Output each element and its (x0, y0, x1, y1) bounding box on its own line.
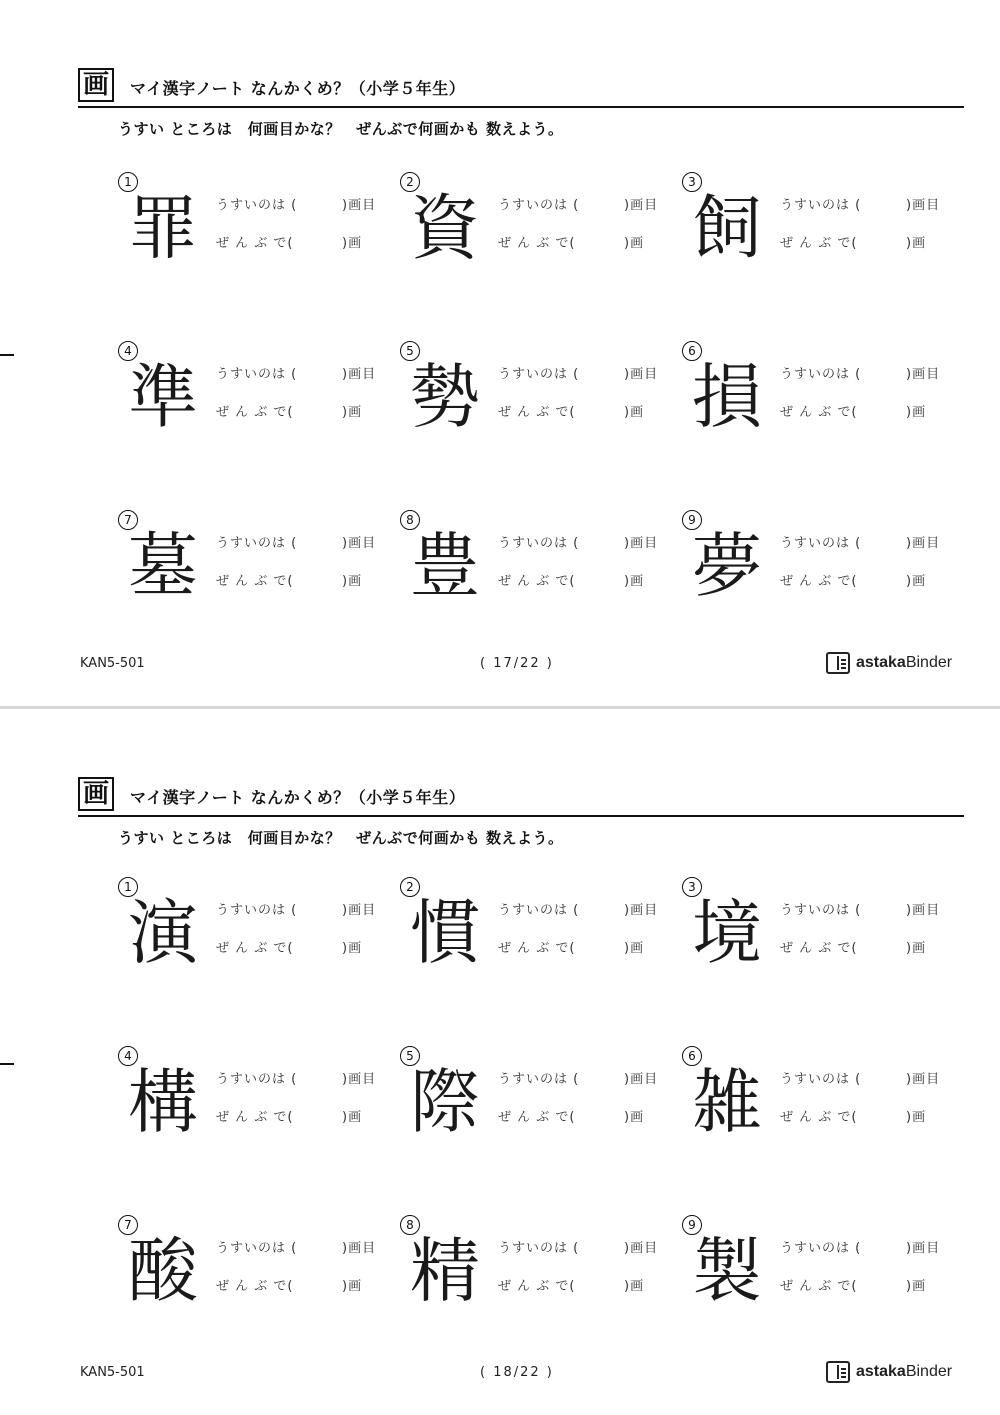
kanji-item (118, 172, 398, 292)
kanji-item (118, 1046, 398, 1166)
brand-name (856, 1363, 952, 1381)
answer-blank[interactable]: )画 (906, 405, 927, 420)
question-label: ぜ ん ぶ で( (216, 1279, 294, 1294)
kanji-character: 罪 (128, 187, 198, 269)
kanji-item (400, 1046, 680, 1166)
question-label: うすいのは ( (216, 1241, 298, 1256)
answer-blank[interactable]: )画目 (906, 903, 941, 918)
question-label: うすいのは ( (780, 1241, 862, 1256)
question-label: ぜ ん ぶ で( (216, 941, 294, 956)
question-label: うすいのは ( (498, 367, 580, 382)
stroke-count-question (780, 1106, 926, 1125)
kanji-item (682, 1046, 962, 1166)
kanji-item (118, 341, 398, 461)
brand-logo (826, 652, 952, 674)
item-number: 7 (118, 510, 138, 530)
item-number: 1 (118, 172, 138, 192)
kanji-character: 勢 (410, 356, 480, 438)
question-label: うすいのは ( (780, 367, 862, 382)
stroke-count-question (498, 1275, 644, 1294)
question-label: ぜ ん ぶ で( (216, 1110, 294, 1125)
item-number: 3 (682, 172, 702, 192)
stroke-order-question (216, 1237, 376, 1256)
answer-blank[interactable]: )画 (906, 1279, 927, 1294)
answer-blank[interactable]: )画 (906, 1110, 927, 1125)
answer-blank[interactable]: )画目 (342, 198, 377, 213)
answer-blank[interactable]: )画目 (624, 1072, 659, 1087)
item-number: 3 (682, 877, 702, 897)
kanji-character: 演 (128, 892, 198, 974)
question-label: うすいのは ( (498, 536, 580, 551)
kanji-character: 資 (410, 187, 480, 269)
kanji-item (682, 510, 962, 630)
instruction-text: うすい ところは 何画目かな？ ぜんぶで何画かも 数えよう。 (118, 829, 564, 847)
item-number: 1 (118, 877, 138, 897)
stroke-order-question (780, 1237, 940, 1256)
stroke-count-question (498, 1106, 644, 1125)
binding-mark (0, 1063, 14, 1065)
kanji-item (118, 1215, 398, 1335)
question-label: ぜ ん ぶ で( (498, 1279, 576, 1294)
answer-blank[interactable]: )画 (342, 236, 363, 251)
answer-blank[interactable]: )画 (906, 941, 927, 956)
answer-blank[interactable]: )画 (624, 1110, 645, 1125)
kanji-item (682, 877, 962, 997)
question-label: うすいのは ( (216, 903, 298, 918)
page-number: ( 18/22 ) (480, 1365, 554, 1380)
kanji-character: 製 (692, 1230, 762, 1312)
answer-blank[interactable]: )画目 (342, 367, 377, 382)
question-label: うすいのは ( (780, 903, 862, 918)
stroke-order-question (780, 899, 940, 918)
item-number: 7 (118, 1215, 138, 1235)
title-icon: 画 (78, 68, 114, 102)
answer-blank[interactable]: )画 (624, 405, 645, 420)
question-label: うすいのは ( (780, 1072, 862, 1087)
worksheet-code: KAN5-501 (80, 656, 145, 671)
stroke-count-question (216, 1275, 362, 1294)
question-label: ぜ ん ぶ で( (780, 1279, 858, 1294)
answer-blank[interactable]: )画目 (342, 536, 377, 551)
brand-name-bold: astaka (856, 654, 906, 671)
worksheet-page-1 (0, 0, 1000, 706)
stroke-count-question (780, 937, 926, 956)
kanji-item (682, 172, 962, 292)
stroke-order-question (498, 532, 658, 551)
item-number: 5 (400, 1046, 420, 1066)
stroke-order-question (498, 194, 658, 213)
stroke-count-question (498, 937, 644, 956)
answer-blank[interactable]: )画 (624, 941, 645, 956)
question-label: ぜ ん ぶ で( (216, 405, 294, 420)
question-label: うすいのは ( (498, 1241, 580, 1256)
item-number: 4 (118, 341, 138, 361)
answer-blank[interactable]: )画 (342, 1279, 363, 1294)
worksheet-title: マイ漢字ノート なんかくめ？（小学５年生） (130, 788, 466, 807)
stroke-order-question (216, 1068, 376, 1087)
instruction-text: うすい ところは 何画目かな？ ぜんぶで何画かも 数えよう。 (118, 120, 564, 138)
question-label: ぜ ん ぶ で( (780, 1110, 858, 1125)
stroke-count-question (780, 401, 926, 420)
answer-blank[interactable]: )画目 (906, 198, 941, 213)
stroke-order-question (780, 1068, 940, 1087)
question-label: ぜ ん ぶ で( (498, 236, 576, 251)
answer-blank[interactable]: )画 (342, 405, 363, 420)
answer-blank[interactable]: )画 (342, 1110, 363, 1125)
answer-blank[interactable]: )画目 (624, 1241, 659, 1256)
question-label: ぜ ん ぶ で( (498, 405, 576, 420)
stroke-order-question (216, 899, 376, 918)
worksheet-title: マイ漢字ノート なんかくめ？（小学５年生） (130, 79, 466, 98)
question-label: うすいのは ( (780, 536, 862, 551)
stroke-order-question (498, 1237, 658, 1256)
worksheet-header (78, 68, 964, 108)
item-number: 5 (400, 341, 420, 361)
answer-blank[interactable]: )画 (624, 574, 645, 589)
kanji-item (400, 172, 680, 292)
worksheet-header (78, 777, 964, 817)
stroke-order-question (498, 899, 658, 918)
question-label: うすいのは ( (498, 1072, 580, 1087)
answer-blank[interactable]: )画 (624, 1279, 645, 1294)
kanji-character: 精 (410, 1230, 480, 1312)
kanji-item (682, 1215, 962, 1335)
question-label: ぜ ん ぶ で( (780, 574, 858, 589)
kanji-character: 豊 (410, 525, 480, 607)
item-number: 9 (682, 510, 702, 530)
kanji-character: 飼 (692, 187, 762, 269)
item-number: 2 (400, 877, 420, 897)
stroke-count-question (216, 401, 362, 420)
title-icon: 画 (78, 777, 114, 811)
stroke-count-question (780, 232, 926, 251)
item-number: 6 (682, 341, 702, 361)
stroke-count-question (498, 570, 644, 589)
kanji-item (118, 877, 398, 997)
stroke-order-question (498, 363, 658, 382)
answer-blank[interactable]: )画目 (624, 198, 659, 213)
stroke-order-question (216, 194, 376, 213)
kanji-character: 構 (128, 1061, 198, 1143)
kanji-character: 雑 (692, 1061, 762, 1143)
stroke-count-question (216, 232, 362, 251)
question-label: うすいのは ( (780, 198, 862, 213)
book-icon (826, 652, 850, 674)
item-number: 2 (400, 172, 420, 192)
stroke-order-question (780, 532, 940, 551)
stroke-count-question (498, 401, 644, 420)
answer-blank[interactable]: )画 (342, 941, 363, 956)
binding-mark (0, 354, 14, 356)
book-icon (826, 1361, 850, 1383)
kanji-character: 準 (128, 356, 198, 438)
item-number: 4 (118, 1046, 138, 1066)
stroke-count-question (780, 570, 926, 589)
brand-name-rest: Binder (905, 654, 953, 671)
question-label: うすいのは ( (216, 1072, 298, 1087)
kanji-item (400, 510, 680, 630)
brand-name-bold: astaka (856, 1363, 906, 1380)
kanji-item (400, 1215, 680, 1335)
kanji-character: 損 (692, 356, 762, 438)
answer-blank[interactable]: )画 (906, 574, 927, 589)
question-label: うすいのは ( (216, 536, 298, 551)
kanji-character: 境 (692, 892, 762, 974)
question-label: ぜ ん ぶ で( (498, 941, 576, 956)
question-label: ぜ ん ぶ で( (216, 574, 294, 589)
question-label: ぜ ん ぶ で( (498, 574, 576, 589)
answer-blank[interactable]: )画目 (906, 536, 941, 551)
item-number: 8 (400, 510, 420, 530)
question-label: うすいのは ( (498, 903, 580, 918)
answer-blank[interactable]: )画目 (906, 1241, 941, 1256)
question-label: ぜ ん ぶ で( (780, 941, 858, 956)
question-label: ぜ ん ぶ で( (216, 236, 294, 251)
answer-blank[interactable]: )画目 (624, 367, 659, 382)
stroke-order-question (216, 532, 376, 551)
answer-blank[interactable]: )画目 (342, 903, 377, 918)
brand-name-rest: Binder (905, 1363, 953, 1380)
item-number: 9 (682, 1215, 702, 1235)
stroke-order-question (780, 363, 940, 382)
stroke-count-question (216, 1106, 362, 1125)
answer-blank[interactable]: )画目 (342, 1241, 377, 1256)
kanji-item (400, 877, 680, 997)
answer-blank[interactable]: )画 (906, 236, 927, 251)
answer-blank[interactable]: )画目 (906, 367, 941, 382)
question-label: うすいのは ( (216, 198, 298, 213)
worksheet-page-2 (0, 709, 1000, 1415)
question-label: ぜ ん ぶ で( (780, 405, 858, 420)
kanji-character: 際 (410, 1061, 480, 1143)
page-number: ( 17/22 ) (480, 656, 554, 671)
worksheet-code: KAN5-501 (80, 1365, 145, 1380)
kanji-character: 酸 (128, 1230, 198, 1312)
answer-blank[interactable]: )画 (624, 236, 645, 251)
kanji-character: 慣 (410, 892, 480, 974)
kanji-item (682, 341, 962, 461)
stroke-count-question (780, 1275, 926, 1294)
kanji-character: 夢 (692, 525, 762, 607)
kanji-character: 墓 (128, 525, 198, 607)
question-label: うすいのは ( (216, 367, 298, 382)
question-label: ぜ ん ぶ で( (780, 236, 858, 251)
answer-blank[interactable]: )画目 (906, 1072, 941, 1087)
brand-logo (826, 1361, 952, 1383)
stroke-order-question (498, 1068, 658, 1087)
stroke-order-question (216, 363, 376, 382)
question-label: うすいのは ( (498, 198, 580, 213)
stroke-count-question (498, 232, 644, 251)
item-number: 8 (400, 1215, 420, 1235)
answer-blank[interactable]: )画目 (624, 536, 659, 551)
answer-blank[interactable]: )画 (342, 574, 363, 589)
item-number: 6 (682, 1046, 702, 1066)
stroke-count-question (216, 570, 362, 589)
kanji-item (400, 341, 680, 461)
brand-name (856, 654, 952, 672)
answer-blank[interactable]: )画目 (624, 903, 659, 918)
question-label: ぜ ん ぶ で( (498, 1110, 576, 1125)
kanji-item (118, 510, 398, 630)
stroke-order-question (780, 194, 940, 213)
answer-blank[interactable]: )画目 (342, 1072, 377, 1087)
stroke-count-question (216, 937, 362, 956)
